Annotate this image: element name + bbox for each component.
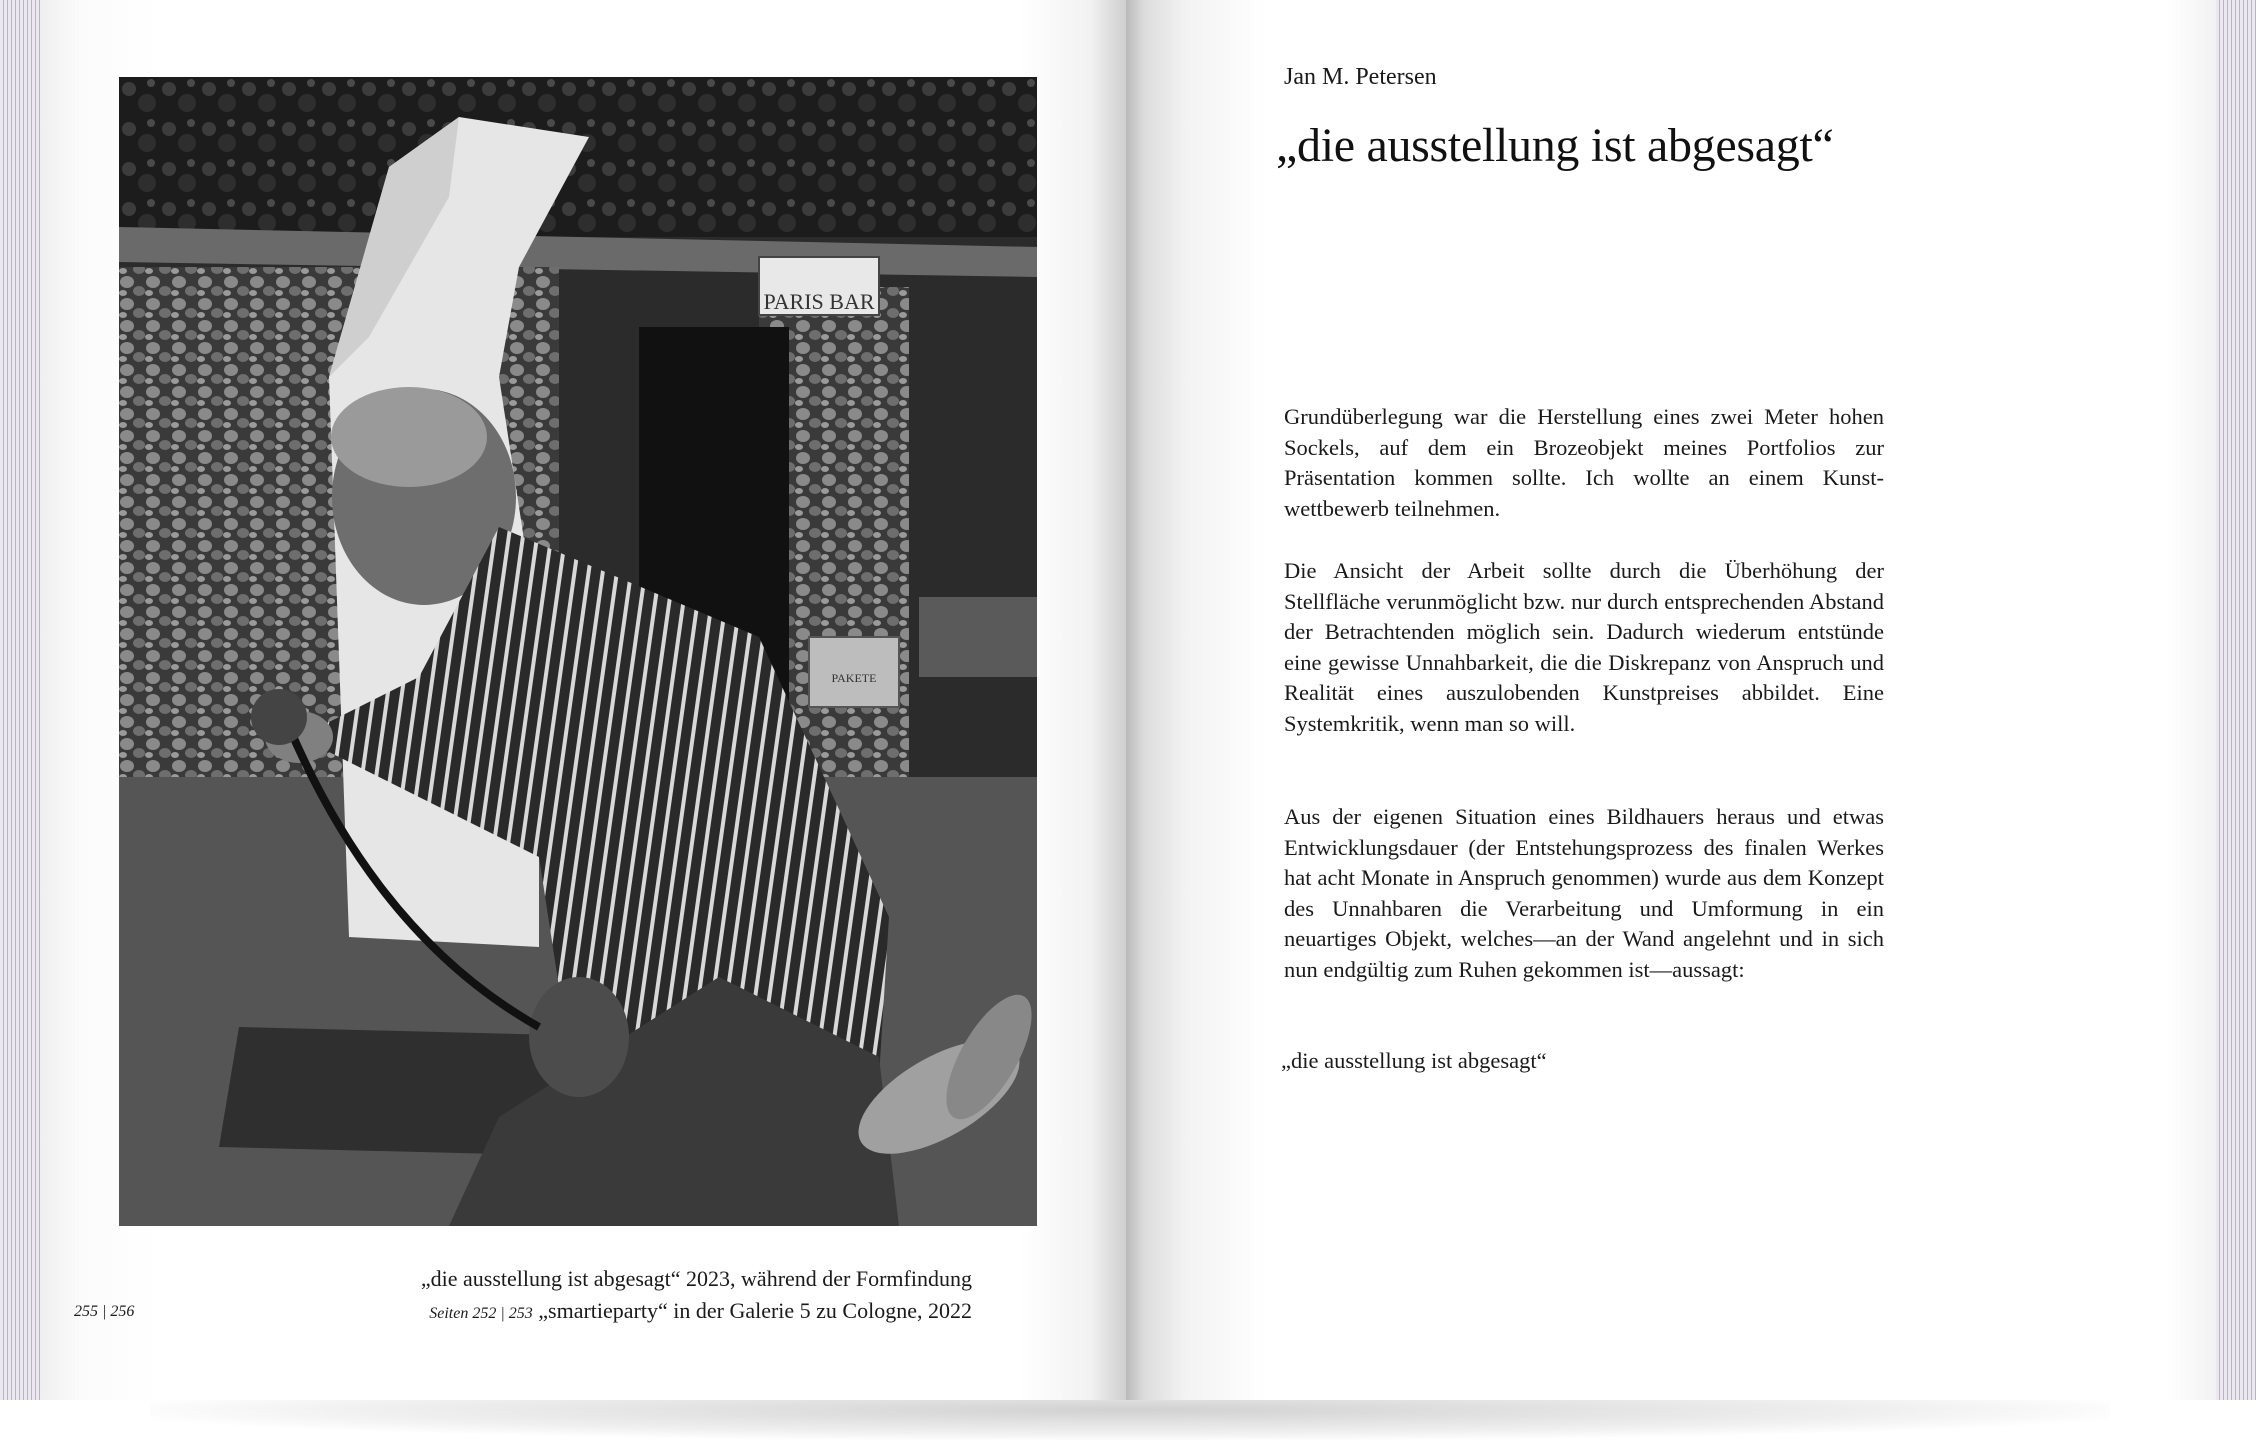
svg-text:PAKETE: PAKETE	[831, 671, 877, 685]
caption-page-reference: Seiten 252 | 253	[429, 1305, 533, 1322]
page-numbers: 255 | 256	[74, 1303, 135, 1320]
body-paragraph-1: Grundüberlegung war die Herstellung eines zwei Meter hohen Sockels, auf dem ein Brozeobjekt meines Portfolios zur Präsentation kommen sollte. Ich wollte an einem Kunstwettbewerb teilnehmen.	[1284, 404, 1884, 521]
photo-caption-line-2	[300, 1296, 972, 1329]
paris-bar-sign	[759, 257, 879, 315]
photo-sculptor-working	[119, 77, 1037, 1226]
photo-caption-line-1: „die ausstellung ist abgesagt“ 2023, während der Formfindung	[420, 1266, 972, 1291]
caption-line-2-text: „smartieparty“ in der Galerie 5 zu Cologne, 2022	[538, 1298, 972, 1323]
author-name: Jan M. Petersen	[1284, 64, 1437, 90]
right-page-edges	[2216, 0, 2256, 1400]
body-paragraph-2: Die Ansicht der Arbeit sollte durch die Überhöhung der Stellfläche verunmöglicht bzw. nur durch entsprechenden Abstand der Betrachtenden möglich sein. Dadurch wiederum entstünde eine gewisse Unnahbarkeit, die die Diskrepanz von Anspruch und Realität eines auszulobenden Kunstpreises abbildet. Eine Systemkritik, wenn man so will.	[1284, 558, 1884, 736]
body-paragraph-3: Aus der eigenen Situation eines Bildhauers heraus und etwas Entwicklungsdauer (der Entstehungsprozess des finalen Werkes hat acht Monate in Anspruch genommen) wurde aus dem Konzept des Unnahbaren die Verarbeitung und Umformung in ein neuartiges Objekt, welches—an der Wand angelehnt und in sich nun endgültig zum Ruhen gekommen ist—aussagt:	[1284, 804, 1884, 982]
parcel-box	[809, 637, 899, 707]
article-title: „die ausstellung ist abgesagt“	[1276, 119, 1834, 172]
left-page-edges	[0, 0, 40, 1400]
closing-quote: „die ausstellung ist abgesagt“	[1281, 1048, 1547, 1073]
svg-text:PARIS BAR: PARIS BAR	[763, 289, 875, 314]
